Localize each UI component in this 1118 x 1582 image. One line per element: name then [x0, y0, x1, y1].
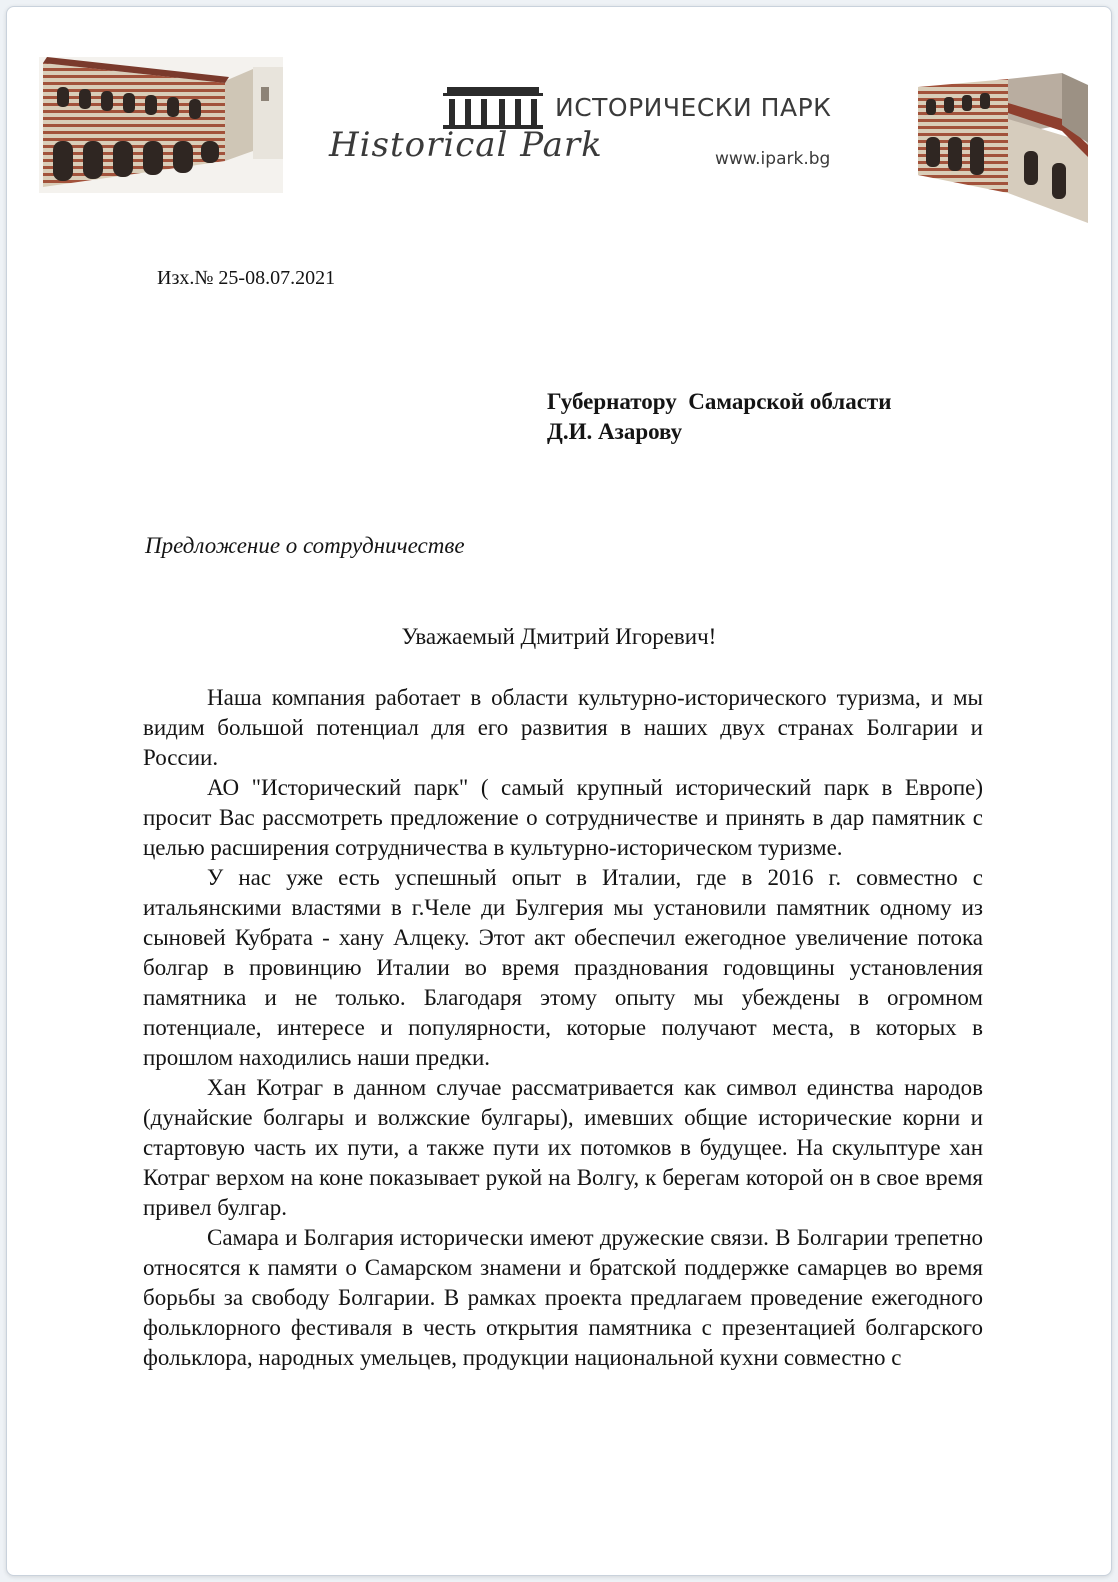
letter-page	[6, 6, 1112, 1576]
letter-subject: Предложение о сотрудничестве	[145, 533, 465, 558]
addressee-block	[547, 387, 891, 447]
salutation: Уважаемый Дмитрий Игоревич!	[401, 624, 717, 649]
website-url: www.ipark.bg	[715, 149, 831, 169]
paragraph: Хан Котраг в данном случае рассматривается как символ единства народов (дунайские болгары и волжские булгары), имевших общие исторические корни и стартовую часть их пути, а также пути их потомков в будущее. На скульптуре хан Котраг верхом на коне показывает рукой на Волгу, к берегам которой он в свое время привел булгар.	[143, 1075, 983, 1220]
paragraph: У нас уже есть успешный опыт в Италии, где в 2016 г. совместно с итальянскими властями в г.Челе ди Булгерия мы установили памятник одному из сыновей Кубрата - хану Алцеку. Этот акт обеспечил ежегодное увеличение потока болгар в провинцию Италии во время празднования годовщины установления памятника и не только. Благодаря этому опыту мы убеждены в огромном потенциале, интересе и популярности, которые получают места, в которых в прошлом находились наши предки.	[143, 865, 983, 1070]
fortress-building-illustration	[39, 57, 283, 193]
paragraph: АО "Исторический парк" ( самый крупный исторический парк в Европе) просит Вас рассмотреть предложение о сотрудничестве и принять в дар памятник с целью расширения сотрудничества в культурно-историческом туризме.	[143, 775, 983, 860]
addressee-title: Губернатору Самарской области	[547, 389, 892, 414]
logo-title: ИСТОРИЧЕСКИ ПАРК	[555, 93, 832, 122]
outgoing-reference-number: Изх.№ 25-08.07.2021	[157, 267, 336, 289]
fortress-staircase-illustration	[912, 73, 1096, 233]
paragraph: Самара и Болгария исторически имеют дружеские связи. В Болгарии трепетно относятся к памяти о Самарском знамени и братской поддержке самарцев во время борьбы за свободу Болгарии. В рамках проекта предлагаем проведение ежегодного фольклорного фестиваля в честь открытия памятника с презентацией болгарского фольклора, народных умельцев, продукции национальной кухни совместно с	[143, 1225, 983, 1370]
paragraph: Наша компания работает в области культурно-исторического туризма, и мы видим большой потенциал для его развития в наших двух странах Болгарии и России.	[143, 685, 983, 770]
logo-script-text: Historical Park	[329, 125, 603, 165]
addressee-name: Д.И. Азарову	[547, 419, 683, 444]
letter-body	[143, 683, 983, 1373]
letterhead	[7, 7, 1111, 247]
